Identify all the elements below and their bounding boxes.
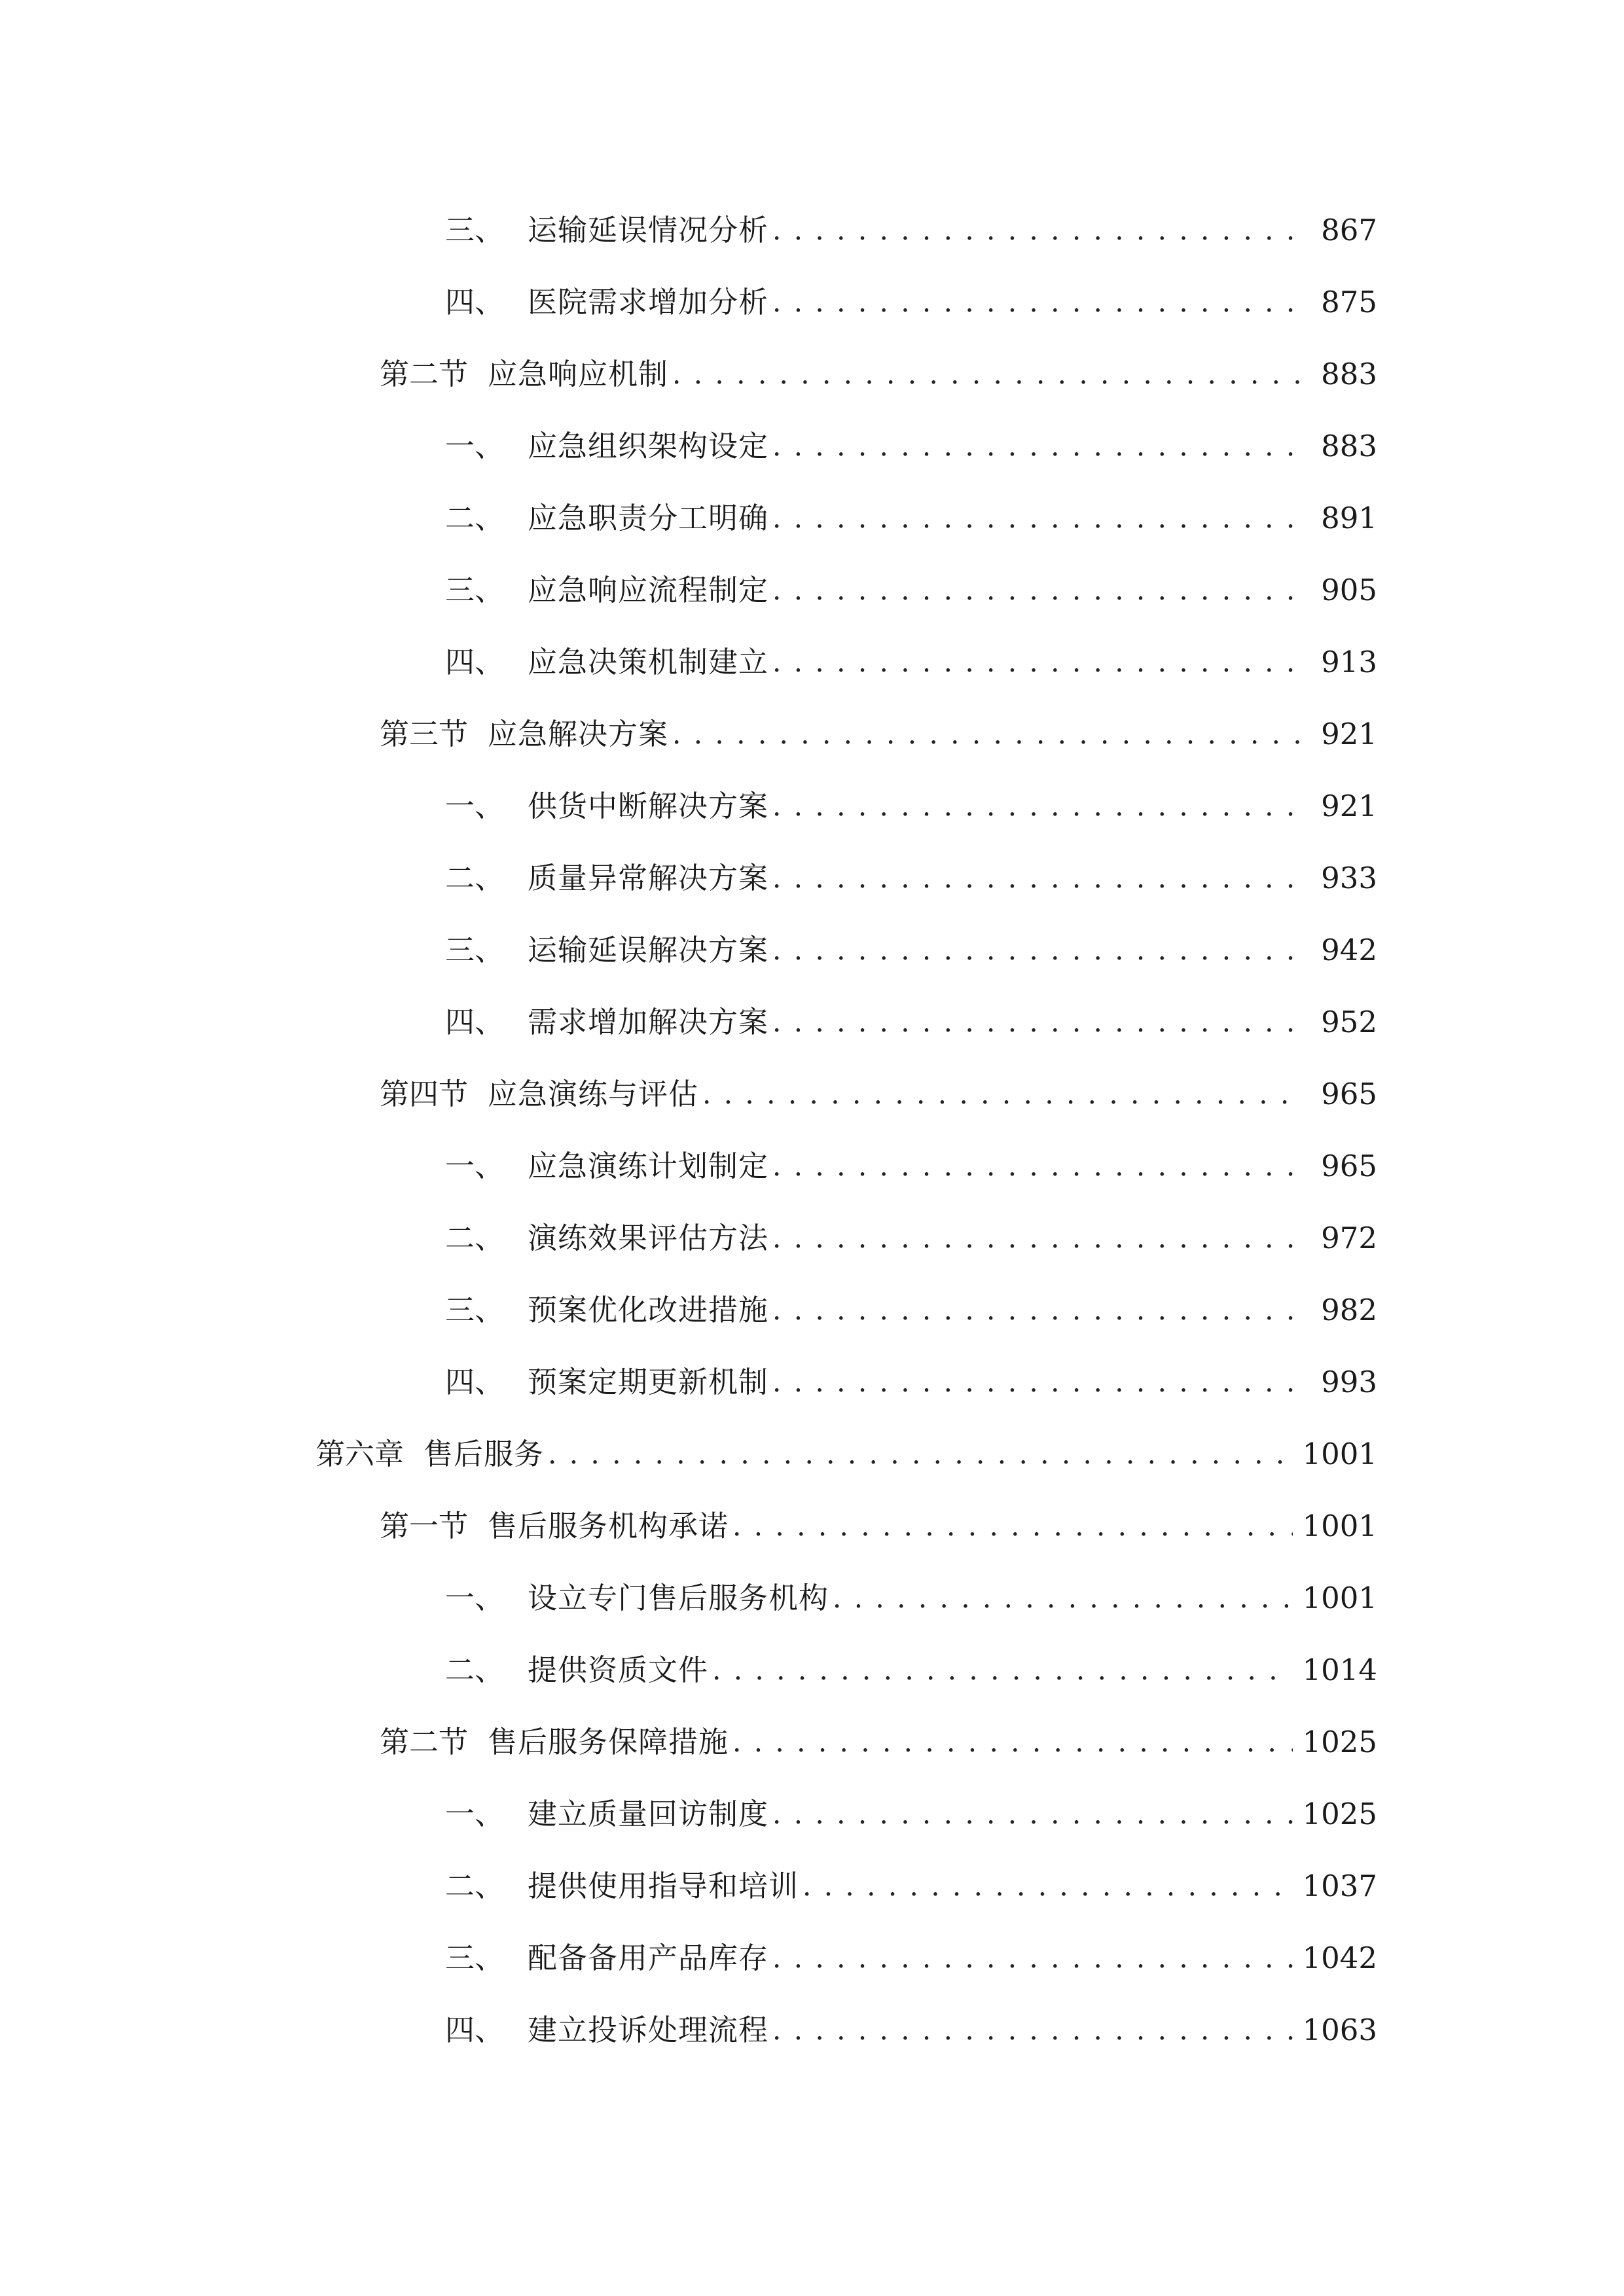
toc-entry[interactable] [445,1644,1377,1696]
toc-entry[interactable] [380,1500,1377,1552]
toc-entry-title: 需求增加解决方案 [528,1005,769,1039]
toc-entry[interactable] [445,1932,1377,1984]
toc-entry-title: 提供资质文件 [528,1653,709,1687]
toc-entry-number: 二、 [445,501,505,535]
dot-leader [672,348,1303,401]
dot-leader [772,1356,1303,1408]
toc-entry-title: 供货中断解决方案 [528,789,769,823]
dot-leader [772,1212,1303,1265]
toc-entry-number: 一、 [445,1797,505,1831]
toc-entry-page-number: 921 [1321,789,1377,823]
toc-entry-page-number: 913 [1321,645,1377,679]
toc-entry-page-number: 883 [1321,357,1377,391]
dot-leader [772,492,1303,545]
toc-entry-number: 三、 [445,1941,505,1975]
toc-entry-number: 第三节 [380,717,469,751]
toc-entry-page-number: 921 [1321,717,1377,751]
toc-entry[interactable] [445,1788,1377,1840]
toc-entry[interactable] [445,2004,1377,2056]
toc-entry-title: 配备备用产品库存 [528,1941,769,1975]
toc-entry-page-number: 891 [1321,501,1377,535]
toc-entry-title: 应急决策机制建立 [528,645,769,679]
toc-entry[interactable] [445,996,1377,1049]
toc-entry-number: 第四节 [380,1077,469,1111]
toc-entry-page-number: 942 [1321,933,1377,967]
dot-leader [732,1716,1293,1768]
toc-entry-title: 售后服务保障措施 [488,1725,729,1759]
toc-entry-page-number: 883 [1321,429,1377,463]
toc-entry-page-number: 905 [1321,573,1377,607]
toc-entry-title: 预案定期更新机制 [528,1365,769,1399]
toc-entry-page-number: 1042 [1302,1941,1377,1975]
dot-leader [672,708,1303,761]
toc-entry-page-number: 965 [1321,1077,1377,1111]
toc-entry-page-number: 1014 [1302,1653,1377,1687]
toc-entry[interactable] [445,1284,1377,1336]
toc-entry-page-number: 952 [1321,1005,1377,1039]
toc-entry-title: 应急组织架构设定 [528,429,769,463]
dot-leader [833,1572,1293,1624]
toc-entry-page-number: 1001 [1302,1437,1377,1471]
toc-entry-number: 四、 [445,2013,505,2047]
dot-leader [772,1140,1303,1193]
toc-entry-number: 二、 [445,861,505,895]
toc-entry-number: 二、 [445,1869,505,1903]
toc-entry-title: 售后服务机构承诺 [488,1509,729,1543]
toc-entry-title: 预案优化改进措施 [528,1293,769,1327]
toc-entry-title: 应急演练计划制定 [528,1149,769,1183]
toc-entry-number: 三、 [445,1293,505,1327]
dot-leader [772,996,1303,1049]
toc-entry-number: 三、 [445,573,505,607]
toc-entry-page-number: 867 [1321,213,1377,247]
toc-entry[interactable] [445,852,1377,905]
toc-entry[interactable] [380,708,1377,761]
toc-entry-number: 四、 [445,645,505,679]
toc-entry[interactable] [445,1212,1377,1265]
toc-entry-title: 运输延误情况分析 [528,213,769,247]
toc-entry[interactable] [316,1428,1377,1480]
toc-entry[interactable] [445,924,1377,977]
toc-entry-title: 建立投诉处理流程 [528,2013,769,2047]
toc-entry-page-number: 965 [1321,1149,1377,1183]
toc-entry-number: 三、 [445,213,505,247]
toc-entry-number: 三、 [445,933,505,967]
toc-entry-page-number: 972 [1321,1221,1377,1255]
toc-entry-number: 第二节 [380,357,469,391]
toc-entry-number: 四、 [445,1365,505,1399]
toc-entry[interactable] [445,1860,1377,1912]
toc-entry[interactable] [445,1356,1377,1408]
dot-leader [732,1500,1293,1552]
toc-entry-page-number: 993 [1321,1365,1377,1399]
toc-entry-number: 第一节 [380,1509,469,1543]
toc-entry-page-number: 1001 [1302,1509,1377,1543]
toc-entry[interactable] [380,1068,1377,1121]
toc-entry-number: 一、 [445,789,505,823]
toc-entry-number: 二、 [445,1221,505,1255]
toc-entry-title: 质量异常解决方案 [528,861,769,895]
dot-leader [772,1932,1293,1984]
toc-entry[interactable] [445,1572,1377,1624]
toc-entry[interactable] [380,1716,1377,1768]
toc-entry-page-number: 1037 [1302,1869,1377,1903]
dot-leader [772,636,1303,689]
dot-leader [772,924,1303,977]
toc-entry[interactable] [445,780,1377,833]
toc-entry-title: 建立质量回访制度 [528,1797,769,1831]
toc-entry-title: 设立专门售后服务机构 [528,1581,829,1615]
toc-entry-title: 应急职责分工明确 [528,501,769,535]
toc-entry-number: 四、 [445,285,505,319]
toc-entry-title: 提供使用指导和培训 [528,1869,799,1903]
dot-leader [772,276,1303,329]
toc-entry-number: 一、 [445,429,505,463]
toc-entry-number: 四、 [445,1005,505,1039]
dot-leader [772,1788,1293,1840]
toc-entry-number: 一、 [445,1149,505,1183]
toc-entry-page-number: 982 [1321,1293,1377,1327]
toc-entry-title: 运输延误解决方案 [528,933,769,967]
toc-entry-page-number: 1001 [1302,1581,1377,1615]
toc-entry-title: 应急响应流程制定 [528,573,769,607]
toc-entry[interactable] [380,348,1377,401]
toc-entry[interactable] [445,636,1377,689]
toc-entry-number: 二、 [445,1653,505,1687]
dot-leader [712,1644,1293,1696]
toc-entry-number: 第二节 [380,1725,469,1759]
toc-entry[interactable] [445,564,1377,617]
toc-entry[interactable] [445,492,1377,545]
dot-leader [772,204,1303,257]
toc-entry[interactable] [445,204,1377,257]
toc-entry-title: 演练效果评估方法 [528,1221,769,1255]
dot-leader [548,1428,1293,1480]
dot-leader [772,420,1303,473]
toc-entry-title: 应急解决方案 [488,717,669,751]
toc-entry-title: 售后服务 [424,1437,545,1471]
toc-entry-title: 应急演练与评估 [488,1077,699,1111]
toc-entry-number: 第六章 [316,1437,405,1471]
dot-leader [772,1284,1303,1336]
toc-entry-title: 应急响应机制 [488,357,669,391]
toc-entry-page-number: 875 [1321,285,1377,319]
toc-entry-page-number: 1025 [1302,1797,1377,1831]
toc-entry[interactable] [445,1140,1377,1193]
dot-leader [772,780,1303,833]
dot-leader [772,564,1303,617]
dot-leader [702,1068,1303,1121]
toc-entry-page-number: 1063 [1302,2013,1377,2047]
dot-leader [803,1860,1293,1912]
toc-entry-page-number: 933 [1321,861,1377,895]
toc-entry-page-number: 1025 [1302,1725,1377,1759]
toc-entry-title: 医院需求增加分析 [528,285,769,319]
toc-entry[interactable] [445,276,1377,329]
toc-entry[interactable] [445,420,1377,473]
dot-leader [772,2004,1293,2056]
toc-entry-number: 一、 [445,1581,505,1615]
dot-leader [772,852,1303,905]
